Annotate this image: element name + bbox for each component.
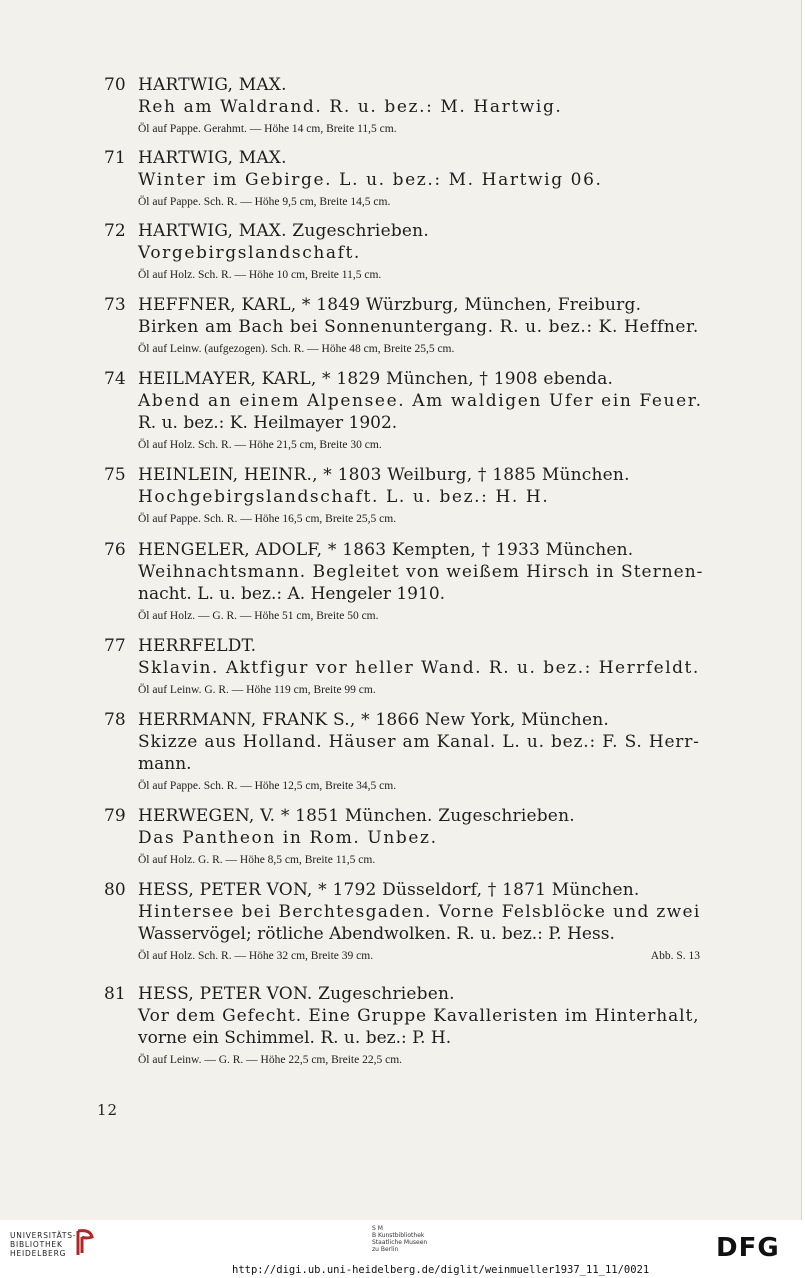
artist-name: HESS, PETER VON. Zugeschrieben. [138,984,455,1004]
page-number: 12 [97,1101,119,1119]
artwork-specification: Öl auf Pappe. Gerahmt. — Höhe 14 cm, Breite 11,5 cm. [138,123,397,135]
artwork-description: Winter im Gebirge. L. u. bez.: M. Hartwig 06. [138,170,603,190]
artist-name: HARTWIG, MAX. Zugeschrieben. [138,221,429,241]
lot-number: 77 [104,636,126,656]
dfg-logo[interactable]: DFG [716,1233,780,1263]
lot-number: 76 [104,540,126,560]
artwork-description: Vorgebirgslandschaft. [138,243,361,263]
lot-number: 79 [104,806,126,826]
artwork-description: Birken am Bach bei Sonnenuntergang. R. u. bez.: K. Heffner. [138,317,699,337]
artwork-description: Hintersee bei Berchtesgaden. Vorne Felsblöcke und zwei [138,902,701,922]
lot-number: 81 [104,984,126,1004]
artwork-specification: Öl auf Holz. — G. R. — Höhe 51 cm, Breite 50 cm. [138,610,379,622]
artwork-description: Wasservögel; rötliche Abendwolken. R. u. bez.: P. Hess. [138,924,615,944]
artwork-description: mann. [138,754,192,774]
lot-number: 72 [104,221,126,241]
artwork-description: Das Pantheon in Rom. Unbez. [138,828,438,848]
artwork-specification: Öl auf Pappe. Sch. R. — Höhe 12,5 cm, Breite 34,5 cm. [138,780,397,792]
artist-name: HEILMAYER, KARL, * 1829 München, † 1908 ebenda. [138,369,614,389]
footer-bar [0,1221,805,1278]
source-url-link[interactable]: http://digi.ub.uni-heidelberg.de/diglit/weinmueller1937_11_11/0021 [232,1264,650,1276]
artist-name: HERWEGEN, V. * 1851 München. Zugeschrieben. [138,806,575,826]
artwork-specification: Öl auf Holz. Sch. R. — Höhe 21,5 cm, Breite 30 cm. [138,439,382,451]
artwork-specification: Öl auf Pappe. Sch. R. — Höhe 16,5 cm, Breite 25,5 cm. [138,513,397,525]
lot-number: 70 [104,75,126,95]
artist-name: HEINLEIN, HEINR., * 1803 Weilburg, † 1885 München. [138,465,630,485]
artist-name: HESS, PETER VON, * 1792 Düsseldorf, † 1871 München. [138,880,640,900]
lot-number: 75 [104,465,126,485]
artwork-description: Sklavin. Aktfigur vor heller Wand. R. u. bez.: Herrfeldt. [138,658,700,678]
artwork-description: Hochgebirgslandschaft. L. u. bez.: H. H. [138,487,550,507]
university-line-3: HEIDELBERG [10,1249,67,1258]
smb-kunstbibliothek-logo[interactable] [372,1225,427,1253]
sm-line-1: S M [372,1225,383,1232]
sm-line-2: B Kunstbibliothek [372,1232,425,1239]
sm-line-4: zu Berlin [372,1246,399,1253]
artwork-description: nacht. L. u. bez.: A. Hengeler 1910. [138,584,446,604]
artist-name: HENGELER, ADOLF, * 1863 Kempten, † 1933 München. [138,540,634,560]
artwork-description: Abend an einem Alpensee. Am waldigen Ufer ein Feuer. [138,391,703,411]
artwork-specification: Öl auf Leinw. G. R. — Höhe 119 cm, Breite 99 cm. [138,684,376,696]
artwork-description: Skizze aus Holland. Häuser am Kanal. L. u. bez.: F. S. Herr- [138,732,700,752]
artwork-description: Weihnachtsmann. Begleitet von weißem Hirsch in Sternen- [138,562,704,582]
artwork-description: vorne ein Schimmel. R. u. bez.: P. H. [138,1028,452,1048]
artist-name: HARTWIG, MAX. [138,75,287,95]
university-line-1: UNIVERSITÄTS- [10,1231,77,1240]
lot-number: 73 [104,295,126,315]
university-library-logo[interactable] [10,1231,76,1258]
university-emblem-icon [74,1227,96,1261]
artist-name: HERRMANN, FRANK S., * 1866 New York, München. [138,710,609,730]
lot-number: 71 [104,148,126,168]
artist-name: HARTWIG, MAX. [138,148,287,168]
artwork-description: Reh am Waldrand. R. u. bez.: M. Hartwig. [138,97,563,117]
lot-number: 74 [104,369,126,389]
artwork-specification: Öl auf Holz. G. R. — Höhe 8,5 cm, Breite 11,5 cm. [138,854,376,866]
artwork-specification: Öl auf Pappe. Sch. R. — Höhe 9,5 cm, Breite 14,5 cm. [138,196,391,208]
lot-number: 80 [104,880,126,900]
artwork-description: R. u. bez.: K. Heilmayer 1902. [138,413,398,433]
artist-name: HERRFELDT. [138,636,257,656]
artwork-specification: Öl auf Holz. Sch. R. — Höhe 32 cm, Breite 39 cm. [138,950,374,962]
artwork-description: Vor dem Gefecht. Eine Gruppe Kavalleristen im Hinterhalt, [138,1006,700,1026]
illustration-reference: Abb. S. 13 [650,950,700,962]
sm-line-3: Staatliche Museen [372,1239,428,1246]
university-line-2: BIBLIOTHEK [10,1240,63,1249]
artwork-specification: Öl auf Leinw. (aufgezogen). Sch. R. — Höhe 48 cm, Breite 25,5 cm. [138,343,455,355]
artist-name: HEFFNER, KARL, * 1849 Würzburg, München, Freiburg. [138,295,642,315]
artwork-specification: Öl auf Leinw. — G. R. — Höhe 22,5 cm, Breite 22,5 cm. [138,1054,403,1066]
lot-number: 78 [104,710,126,730]
artwork-specification: Öl auf Holz. Sch. R. — Höhe 10 cm, Breite 11,5 cm. [138,269,382,281]
